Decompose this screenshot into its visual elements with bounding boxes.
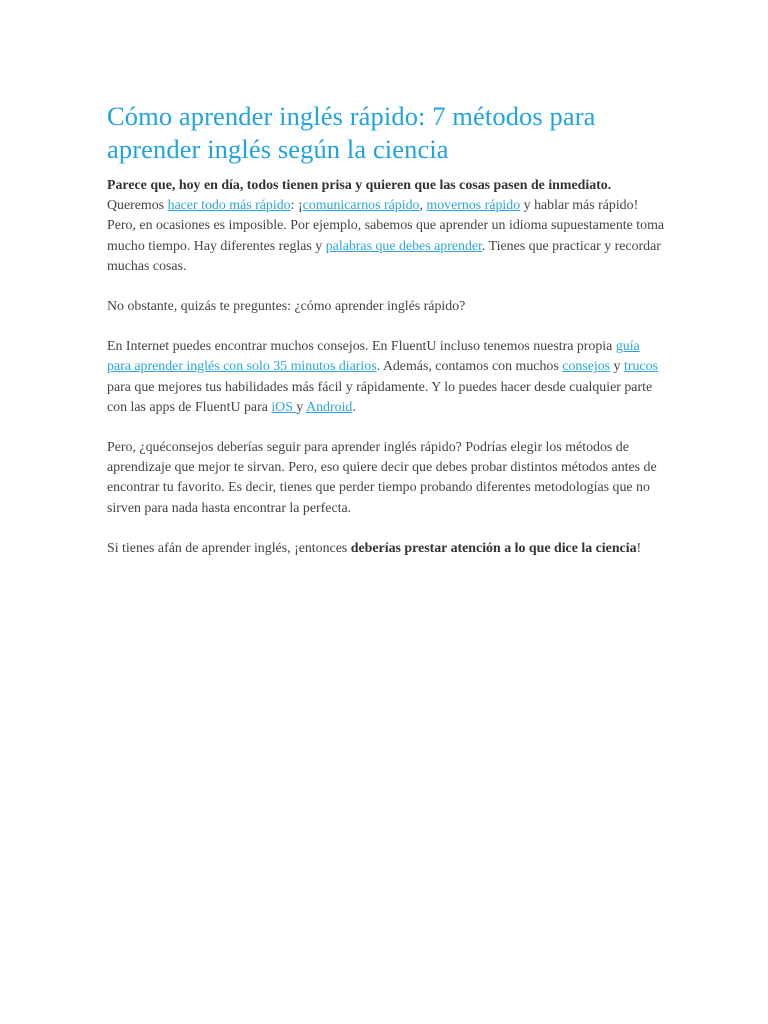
intro-bold-text: Parece que, hoy en día, todos tienen prisa y quieren que las cosas pasen de inmediato. bbox=[107, 178, 612, 193]
text-span: y hablar más rápido! bbox=[520, 198, 639, 214]
link-ios[interactable]: iOS bbox=[271, 399, 297, 415]
text-span: Queremos bbox=[107, 198, 168, 214]
text-span: : ¡ bbox=[290, 198, 303, 214]
text-span: . Además, contamos con muchos bbox=[376, 359, 563, 375]
paragraph-pregunta: No obstante, quizás te preguntes: ¿cómo aprender inglés rápido? bbox=[107, 299, 466, 315]
article-title: Cómo aprender inglés rápido: 7 métodos para aprender inglés según la ciencia bbox=[107, 101, 596, 164]
link-android[interactable]: Android bbox=[306, 399, 353, 415]
link-comunicarnos-rapido[interactable]: comunicarnos rápido bbox=[302, 198, 420, 214]
text-span: y bbox=[296, 399, 307, 415]
text-span: En Internet puedes encontrar muchos consejos. En FluentU incluso tenemos nuestra propia bbox=[107, 339, 616, 355]
paragraph-metodos: Pero, ¿quéconsejos deberías seguir para aprender inglés rápido? Podrías elegir los métodos de aprendizaje que mejor te sirvan. Pero, eso quiere decir que debes probar distintos métodos antes de encontrar tu favorito. Es decir, tienes que perder tiempo probando diferentes metodologías que no sirven para nada hasta encontrar la perfecta. bbox=[107, 440, 657, 516]
text-span: , bbox=[419, 198, 427, 214]
text-span: ! bbox=[636, 540, 642, 556]
text-span: . Tienes que practicar y recordar muchas cosas. bbox=[107, 238, 661, 274]
link-consejos[interactable]: consejos bbox=[562, 359, 611, 375]
paragraph-intro bbox=[107, 176, 667, 216]
text-span: para que mejores tus habilidades más fácil y rápidamente. Y lo puedes hacer desde cualquier parte con las apps de FluentU para bbox=[107, 379, 653, 415]
text-span: . bbox=[352, 399, 356, 415]
paragraph-imposible bbox=[107, 216, 667, 277]
text-span: y bbox=[610, 359, 624, 375]
link-trucos[interactable]: trucos bbox=[623, 359, 658, 375]
document-page bbox=[107, 100, 667, 559]
paragraph-fluentu bbox=[107, 337, 667, 418]
text-span: Si tienes afán de aprender inglés, ¡entonces bbox=[107, 540, 351, 556]
link-movernos-rapido[interactable]: movernos rápido bbox=[426, 198, 521, 214]
link-hacer-todo-mas-rapido[interactable]: hacer todo más rápido bbox=[167, 198, 291, 214]
link-palabras-que-debes-aprender[interactable]: palabras que debes aprender bbox=[325, 238, 482, 254]
text-span: Pero, en ocasiones es imposible. Por ejemplo, sabemos que aprender un idioma supuestamente toma mucho tiempo. Hay diferentes reglas y bbox=[107, 218, 665, 254]
link-guia-35-minutos[interactable]: guía para aprender inglés con solo 35 minutos diarios bbox=[107, 339, 640, 375]
ciencia-bold-text: deberías prestar atención a lo que dice la ciencia bbox=[350, 540, 637, 556]
paragraph-ciencia bbox=[107, 539, 667, 559]
